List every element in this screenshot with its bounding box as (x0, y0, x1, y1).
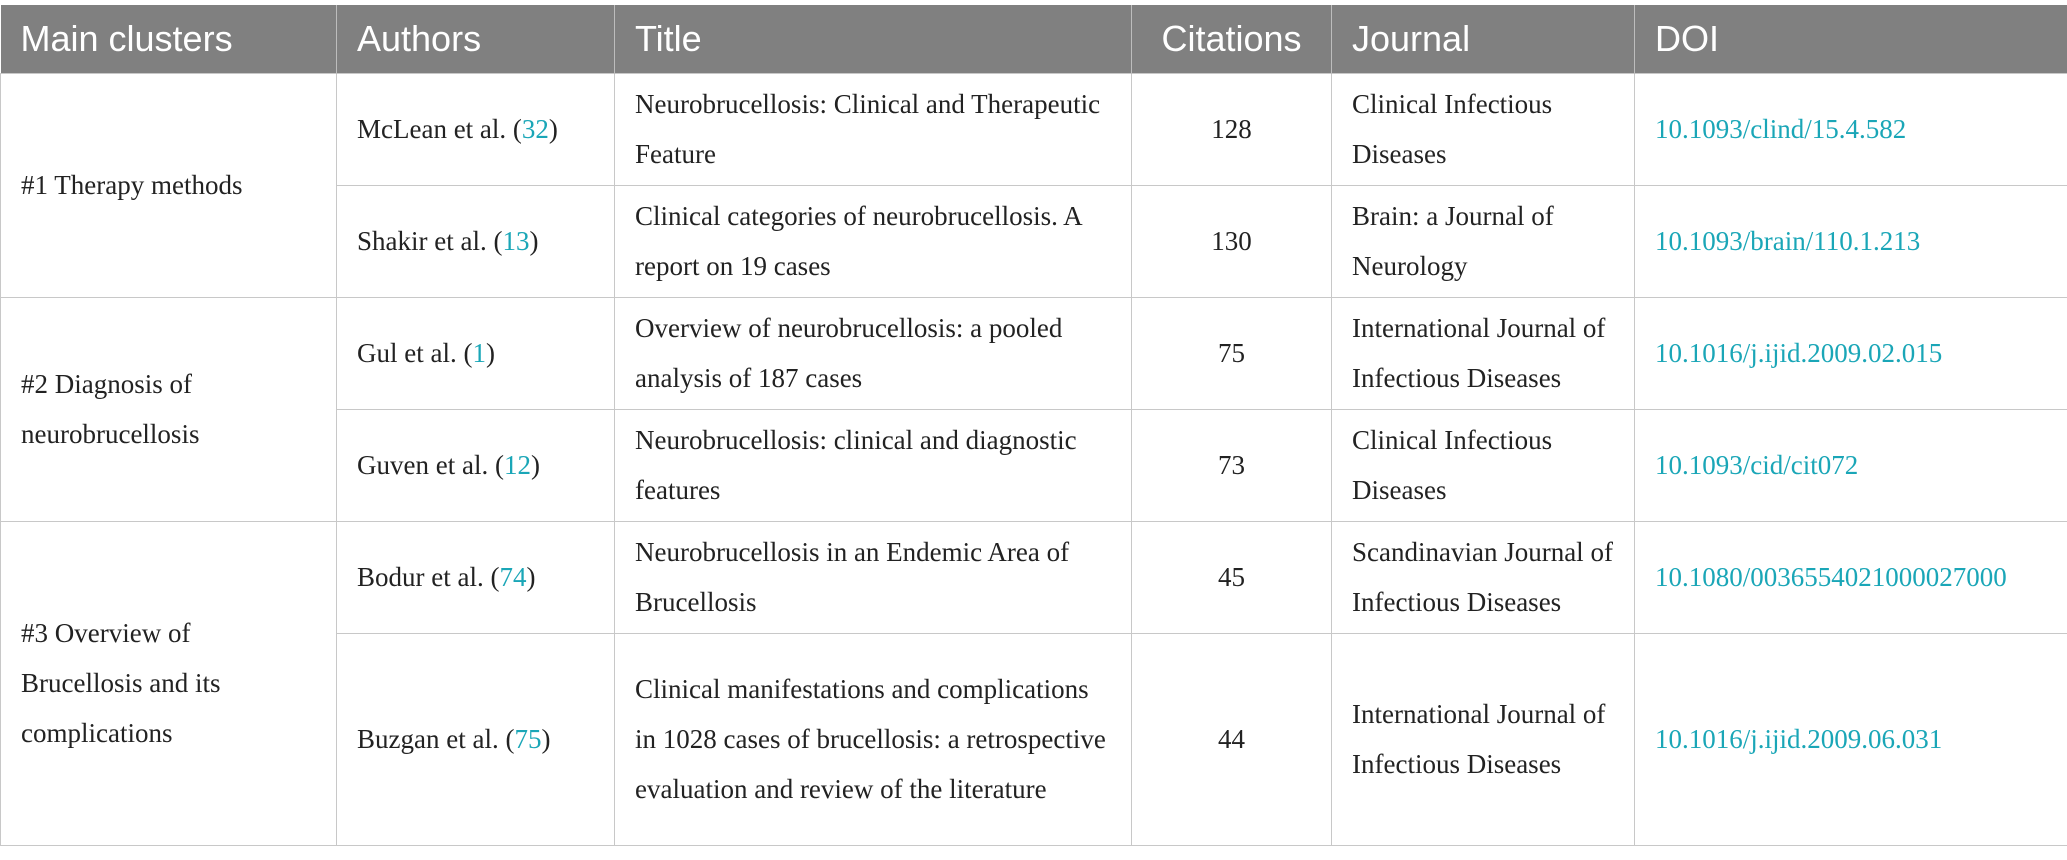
doi-link[interactable]: 10.1016/j.ijid.2009.02.015 (1655, 338, 1943, 368)
table-row (1, 521, 2067, 633)
author-close: ) (541, 724, 551, 754)
author-name: Gul et al. ( (357, 338, 473, 368)
reference-link[interactable]: 1 (472, 338, 486, 368)
author-name: Guven et al. ( (357, 450, 504, 480)
author-name: Buzgan et al. ( (357, 724, 515, 754)
author-close: ) (530, 450, 540, 480)
table-row (1, 297, 2067, 409)
author-name: Bodur et al. ( (357, 562, 500, 592)
citations-cell: 73 (1132, 409, 1332, 521)
reference-link[interactable]: 12 (503, 450, 531, 480)
author-close: ) (529, 226, 539, 256)
doi-cell (1635, 409, 2067, 521)
author-close: ) (548, 114, 558, 144)
cluster-cell: #3 Overview of Brucellosis and its complications (1, 521, 337, 845)
header-main-clusters: Main clusters (1, 5, 337, 73)
doi-link[interactable]: 10.1093/clind/15.4.582 (1655, 114, 1907, 144)
doi-cell (1635, 633, 2067, 845)
header-doi: DOI (1635, 5, 2067, 73)
cluster-cell: #2 Diagnosis of neurobrucellosis (1, 297, 337, 521)
doi-link[interactable]: 10.1080/0036554021000027000 (1655, 562, 2007, 592)
reference-link[interactable]: 74 (499, 562, 527, 592)
journal-cell: Scandinavian Journal of Infectious Diseases (1332, 521, 1635, 633)
header-citations: Citations (1132, 5, 1332, 73)
doi-cell (1635, 185, 2067, 297)
author-cell (337, 409, 615, 521)
title-cell: Neurobrucellosis: Clinical and Therapeutic Feature (615, 73, 1132, 185)
table-row (1, 73, 2067, 185)
author-name: Shakir et al. ( (357, 226, 503, 256)
doi-link[interactable]: 10.1093/brain/110.1.213 (1655, 226, 1921, 256)
author-name: McLean et al. ( (357, 114, 522, 144)
author-cell (337, 73, 615, 185)
doi-cell (1635, 297, 2067, 409)
citations-cell: 44 (1132, 633, 1332, 845)
doi-link[interactable]: 10.1016/j.ijid.2009.06.031 (1655, 724, 1943, 754)
journal-cell: International Journal of Infectious Diseases (1332, 297, 1635, 409)
reference-link[interactable]: 75 (514, 724, 542, 754)
citations-cell: 75 (1132, 297, 1332, 409)
title-cell: Clinical manifestations and complications in 1028 cases of brucellosis: a retrospective evaluation and review of the literature (615, 633, 1132, 845)
author-close: ) (526, 562, 536, 592)
title-cell: Overview of neurobrucellosis: a pooled analysis of 187 cases (615, 297, 1132, 409)
doi-link[interactable]: 10.1093/cid/cit072 (1655, 450, 1859, 480)
doi-cell (1635, 73, 2067, 185)
doi-cell (1635, 521, 2067, 633)
reference-link[interactable]: 32 (521, 114, 549, 144)
journal-cell: Clinical Infectious Diseases (1332, 409, 1635, 521)
author-cell (337, 297, 615, 409)
citations-cell: 128 (1132, 73, 1332, 185)
author-cell (337, 185, 615, 297)
header-journal: Journal (1332, 5, 1635, 73)
header-row (1, 5, 2067, 73)
journal-cell: Clinical Infectious Diseases (1332, 73, 1635, 185)
citations-table (0, 5, 2067, 846)
journal-cell: International Journal of Infectious Diseases (1332, 633, 1635, 845)
cluster-cell: #1 Therapy methods (1, 73, 337, 297)
author-close: ) (485, 338, 495, 368)
header-title: Title (615, 5, 1132, 73)
journal-cell: Brain: a Journal of Neurology (1332, 185, 1635, 297)
author-cell (337, 521, 615, 633)
header-authors: Authors (337, 5, 615, 73)
reference-link[interactable]: 13 (502, 226, 530, 256)
title-cell: Clinical categories of neurobrucellosis. A report on 19 cases (615, 185, 1132, 297)
citations-cell: 45 (1132, 521, 1332, 633)
citations-cell: 130 (1132, 185, 1332, 297)
author-cell (337, 633, 615, 845)
title-cell: Neurobrucellosis: clinical and diagnostic features (615, 409, 1132, 521)
title-cell: Neurobrucellosis in an Endemic Area of Brucellosis (615, 521, 1132, 633)
